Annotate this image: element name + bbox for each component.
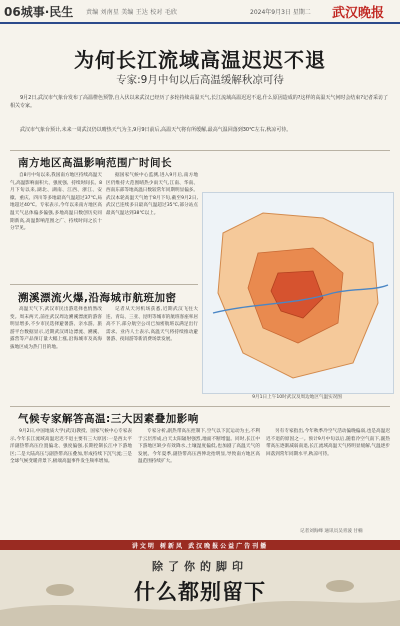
paragraph: 9月2日,中国地质大学(武汉)教授、国家气候中心专家表示,今年长江流域高温迟迟不退主要有三大原因:一是西太平洋副热带高压位置偏北、强度偏强,长期控制长江中下游地区;二是大陆高压与副热带高压叠加,形成持续下沉气流;三是全球气候变暖背景下,极端高温事件发生频率增加。 — [10, 429, 132, 465]
section-title-expert: 气候专家解答高温:三大因素叠加影响 — [18, 413, 199, 425]
section-3-column-left — [10, 428, 132, 528]
section-3-column-middle — [138, 428, 260, 528]
masthead — [0, 0, 400, 24]
section-3-column-right — [266, 428, 390, 524]
ad-tagline-1: 除了你的脚印 — [152, 560, 248, 573]
issue-date: 2024年9月3日 星期二 — [250, 9, 311, 16]
reporter-byline: 记者刘海峰 通讯员吴青波 甘楠 — [300, 529, 363, 534]
section-1-column-left — [10, 172, 102, 280]
divider — [10, 406, 390, 407]
paragraph: 高温天气下,武汉市民出游选择也悄然改变。周末两天,前往武汉周边溯溪漂流的游客明显增多,不少市民选择避暑游、亲水游。旅游平台数据显示,近期武汉周边漂流、溯溪、露营等产品预订量大幅上涨,沿海城市及高海拔地区成为热门目的地。 — [10, 307, 102, 350]
map-caption: 9月1日上午10时武汉及周边地区气温实况图 — [252, 395, 342, 400]
ad-tagline-2: 什么都别留下 — [134, 579, 266, 604]
editor-credits: 责编 刘南星 美编 王达 校对 毛欣 — [86, 9, 178, 16]
public-service-strip-text: 讲文明 树新风 武汉晚报公益广告刊播 — [131, 543, 269, 550]
paragraph: 另有专家指出,今年秋季冷空气活动偏晚偏弱,也是高温迟迟不退的原因之一。预计9月中旬以后,随着冷空气南下,副热带高压逐渐减弱南退,长江流域高温天气将明显缓解,气温逐步回落到常年同期水平,秋凉可待。 — [266, 429, 390, 457]
paragraph: 据国家气候中心监测,进入9月后,南方地区仍维持大范围晴热少雨天气,江南、华南、西南东部等地高温日数较常年同期明显偏多。武汉本轮高温天气始于8月下旬,截至9月2日,武汉已连续多日最高气温超过35℃,部分站点最高气温达到38℃以上。 — [106, 173, 198, 216]
paragraph: 专家分析,副热带高压控制下,空气以下沉运动为主,不利于云层形成,白天太阳辐射强烈,地面不断增温。同时,长江中下游地区缺少有效降水,土壤湿度偏低,也加剧了高温天气的发展。今年夏季,副热带高压西伸北抬明显,导致南方地区高温范围持续扩大。 — [138, 429, 260, 465]
paragraph: 自8月中旬以来,我国南方地区持续高温天气,高温影响面积大、强度强、持续时间长。8月下旬以来,湖北、湖南、江西、浙江、安徽、重庆、四川等多地最高气温超过37℃,局地超过40℃。专家表示,今年以来南方地区高温天气总体偏多偏强,多地高温日数创历史同期新高,高温影响范围之广、持续时间之长十分罕见。 — [10, 173, 102, 232]
section-1-column-right — [106, 172, 198, 280]
section-title-travel: 溯溪漂流火爆,沿海城市航班加密 — [18, 292, 177, 304]
temperature-map — [202, 192, 394, 394]
section-2-column-left — [10, 306, 102, 402]
temperature-map-graphic — [203, 193, 393, 393]
newspaper-logo: 武汉晚报 — [332, 6, 385, 21]
lead-paragraph: 9月2日,武汉市气象台发布了高温橙色预警,自入伏以来武汉已经历了多轮持续高温天气,长江流域高温迟迟不退,什么原因造成的?这样的高温天气何时会结束?记者采访了相关专家。 — [10, 95, 389, 109]
section-title-high-temp: 南方地区高温影响范围广时间长 — [18, 157, 172, 169]
paragraph: 记者从天河机场获悉,近期武汉飞往大连、青岛、三亚、昆明等城市的航班客座率居高不下,部分航空公司已加密航班以满足出行需求。业内人士表示,高温天气将持续推动避暑游、夜间游等新消费场景发展。 — [106, 307, 198, 343]
page-subheadline: 专家:9月中旬以后高温缓解秋凉可待 — [116, 74, 284, 86]
divider — [10, 284, 198, 285]
page-headline: 为何长江流域高温迟迟不退 — [74, 48, 326, 72]
divider — [10, 150, 390, 151]
lead-paragraph-2: 武汉市气象台预计,未来一周武汉仍以晴热天气为主,9月9日前后,高温天气将有所缓解,最高气温回落到30℃左右,秋凉可待。 — [20, 127, 292, 133]
section-2-column-right — [106, 306, 198, 402]
section-number: 06城事·民生 — [4, 5, 74, 19]
